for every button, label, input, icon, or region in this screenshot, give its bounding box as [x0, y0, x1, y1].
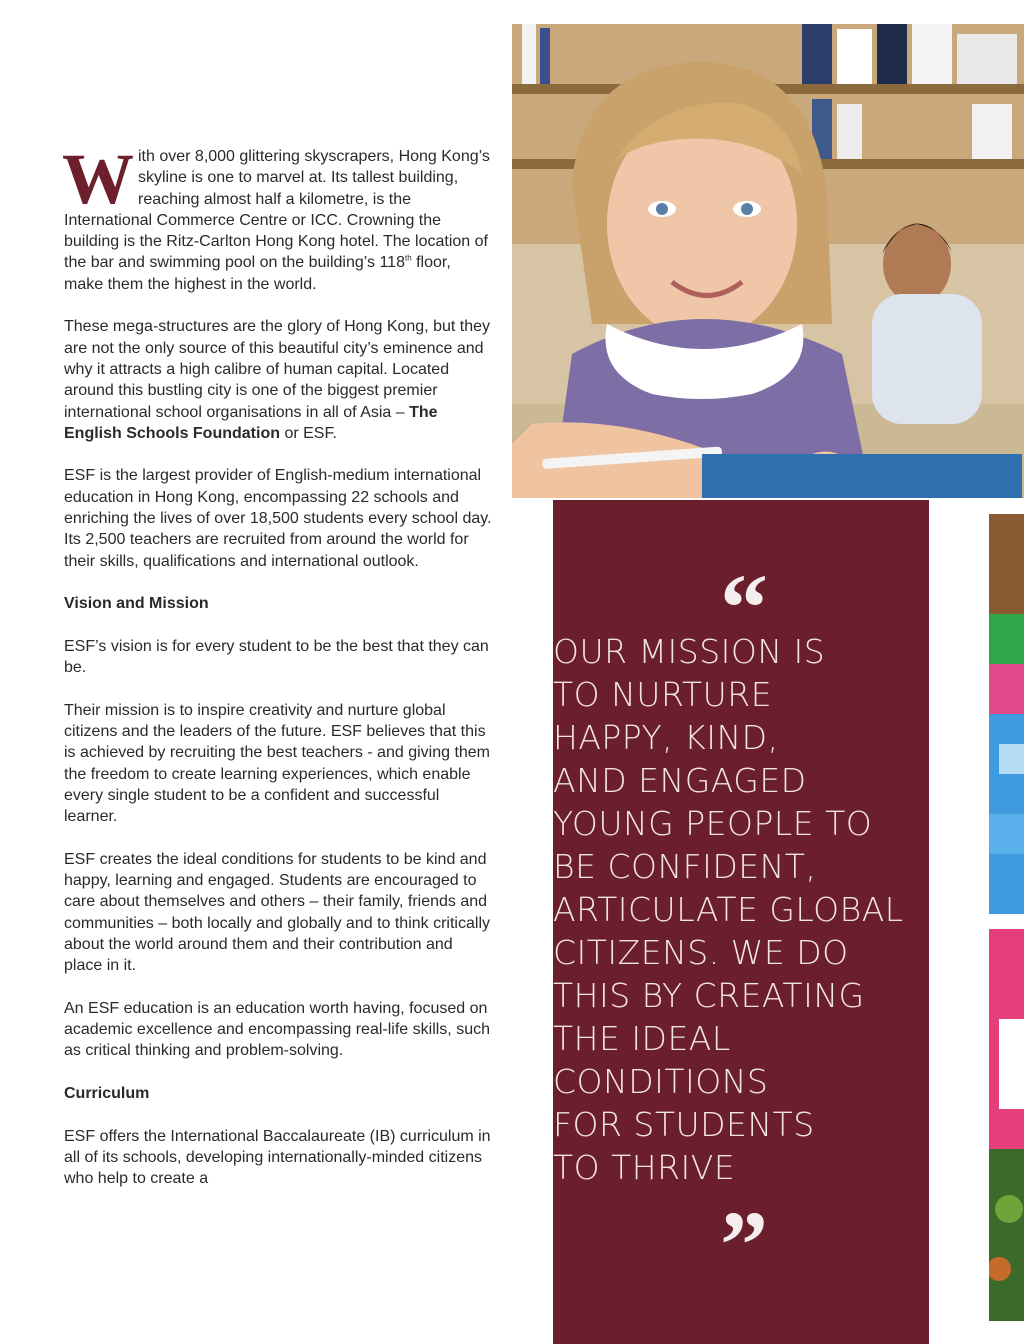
- open-quote-icon: “: [720, 554, 762, 661]
- paragraph-4: ESF’s vision is for every student to be the best that they can be.: [64, 637, 489, 677]
- paragraph-8: ESF offers the International Baccalaureate (IB) curriculum in all of its schools, developing internationally-minded citizens who help to create a: [64, 1127, 491, 1188]
- paragraph-3: ESF is the largest provider of English-medium international education in Hong Kong, encompassing 22 schools and enriching the lives of over 18,500 students every school day. Its 2,500 teachers are recruited from around the world for their skills, qualifications and international outlook.: [64, 467, 492, 570]
- pullquote-text: OUR MISSION IS TO NURTURE HAPPY, KIND, AND ENGAGED YOUNG PEOPLE TO BE CONFIDENT, ARTICULATE GLOBAL CITIZENS. WE DO THIS BY CREATING THE IDEAL CONDITIONS FOR STUDENTS TO THRIVE: [553, 632, 904, 1187]
- paragraph-2: These mega-structures are the glory of Hong Kong, but they are not the only source of this beautiful city’s eminence and why it attracts a high calibre of human capital. Located around this bustling city is one of the biggest premier international school organisations in all of Asia – The English Schools Foundation or ESF.: [64, 318, 491, 442]
- article-column: [62, 139, 492, 1211]
- pool-photo: [989, 514, 1024, 914]
- student-photo: [512, 24, 1024, 498]
- esf-name: The English Schools Foundation: [64, 403, 438, 442]
- close-quote-icon: ”: [720, 1191, 762, 1298]
- heading-curriculum: Curriculum: [64, 1085, 150, 1103]
- sign-photo: [989, 929, 1024, 1321]
- paragraph-intro: With over 8,000 glittering skyscrapers, Hong Kong’s skyline is one to marvel at. Its tallest building, reaching almost half a kilometre, is the International Commerce Centre or ICC. Crowning the building is the Ritz-Carlton Hong Kong hotel. The location of the bar and swimming pool on the building’s 118th floor, make them the highest in the world.: [62, 139, 490, 293]
- heading-vision-mission: Vision and Mission: [64, 595, 209, 613]
- paragraph-6: ESF creates the ideal conditions for students to be kind and happy, learning and engaged. Students are encouraged to care about themselves and others – their family, friends and communities – both locally and globally and to think critically about the world around them and their contribution and place in it.: [64, 850, 490, 975]
- paragraph-5: Their mission is to inspire creativity and nurture global citizens and the leaders of the future. ESF believes that this is achieved by recruiting the best teachers - and giving them the freedom to create learning experiences, which enable every single student to be a confident and successful learner.: [64, 701, 491, 826]
- paragraph-7: An ESF education is an education worth having, focused on academic excellence and encompassing real-life skills, such as critical thinking and problem-solving.: [64, 999, 490, 1060]
- drop-cap: W: [62, 139, 134, 219]
